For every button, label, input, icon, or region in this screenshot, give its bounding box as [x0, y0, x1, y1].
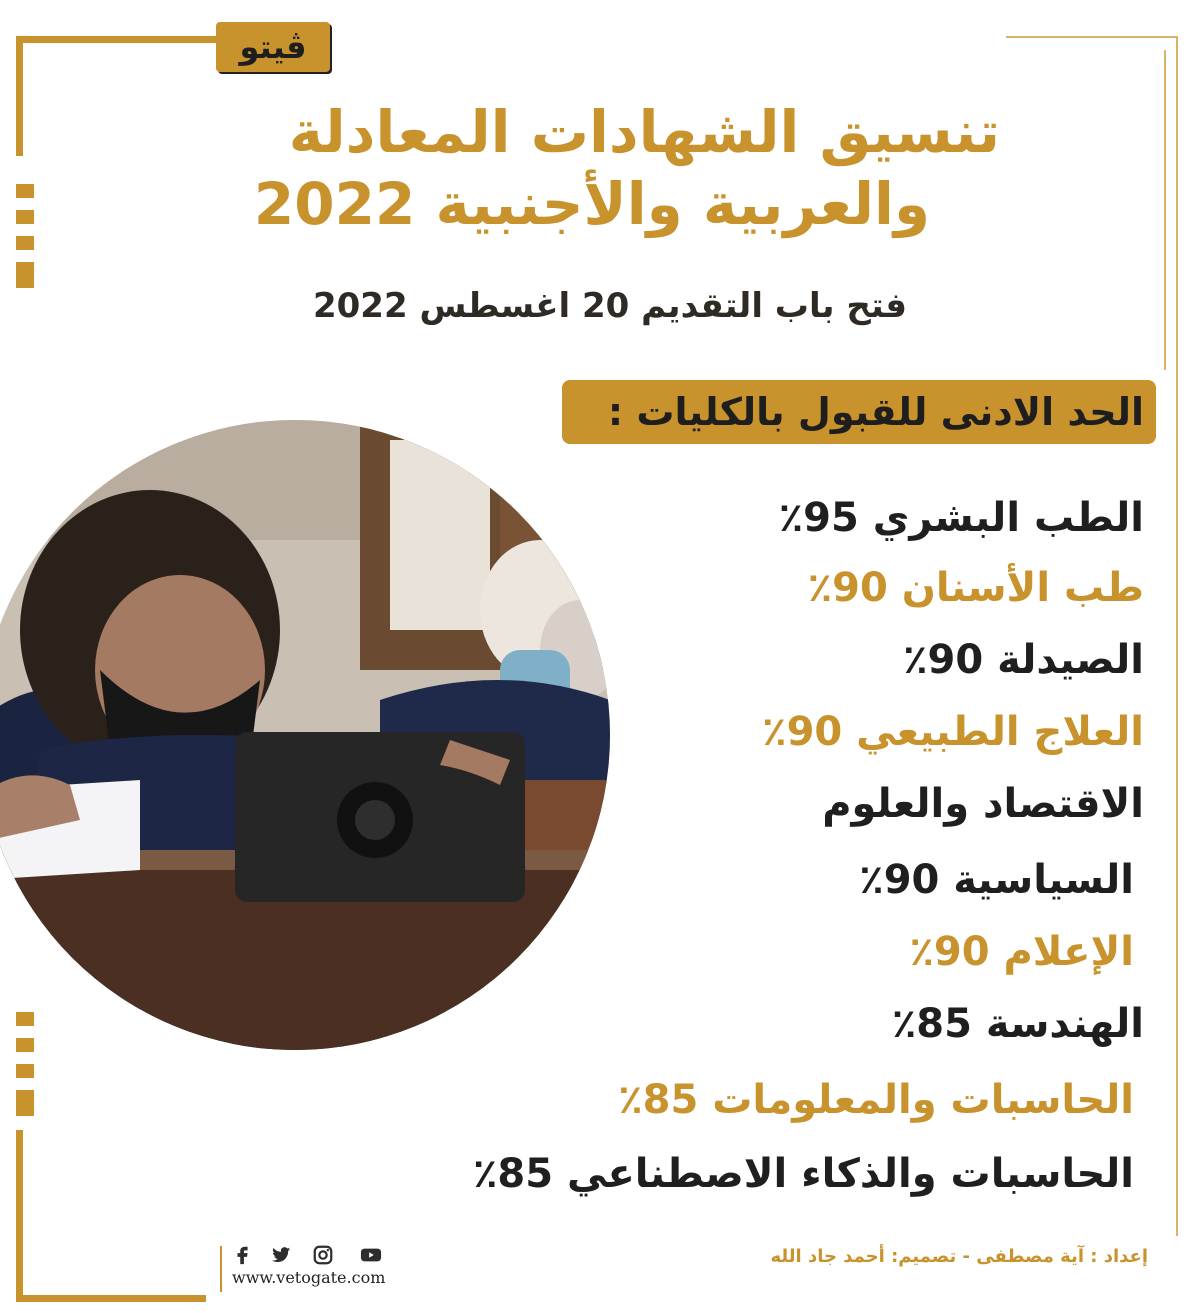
frame-right: [1176, 36, 1178, 1236]
faculty-entry: الحاسبات والمعلومات 85٪: [618, 1077, 1134, 1123]
frame-left-top: [16, 36, 23, 156]
faculty-entry: الطب البشري 95٪: [778, 495, 1144, 541]
frame-top-right: [1006, 36, 1178, 38]
title-line-1: تنسيق الشهادات المعادلة: [288, 98, 1000, 166]
frame-dash: [16, 1038, 34, 1052]
frame-left-bottom: [16, 1130, 23, 1302]
facebook-icon[interactable]: [230, 1242, 256, 1268]
section-heading-badge: [562, 380, 1156, 444]
faculty-entry: العلاج الطبيعي 90٪: [762, 709, 1144, 755]
footer-credit: إعداد : آية مصطفى - تصميم: أحمد جاد الله: [770, 1246, 1148, 1267]
faculty-entry: الاقتصاد والعلوم: [822, 781, 1144, 827]
instagram-icon[interactable]: [310, 1242, 336, 1268]
frame-dash: [16, 1090, 34, 1116]
frame-dash: [16, 1012, 34, 1026]
frame-right-inner: [1164, 50, 1166, 370]
footer-divider: [220, 1246, 222, 1292]
brand-logo: [216, 22, 330, 72]
frame-dash: [16, 262, 34, 288]
frame-dash: [16, 210, 34, 224]
frame-bottom-left: [16, 1295, 206, 1302]
faculty-entry: الهندسة 85٪: [891, 1001, 1144, 1047]
frame-dash: [16, 184, 34, 198]
youtube-icon[interactable]: [358, 1242, 384, 1268]
subtitle: فتح باب التقديم 20 اغسطس 2022: [312, 286, 907, 326]
faculty-entry: الصيدلة 90٪: [903, 637, 1144, 683]
students-exam-photo: [0, 420, 610, 1050]
frame-dash: [16, 1064, 34, 1078]
website-url[interactable]: www.vetogate.com: [232, 1268, 386, 1287]
faculty-entry: طب الأسنان 90٪: [807, 565, 1144, 611]
faculty-entry: الإعلام 90٪: [909, 929, 1134, 975]
section-heading: الحد الادنى للقبول بالكليات :: [607, 390, 1144, 434]
frame-dash: [16, 236, 34, 250]
faculty-entry: الحاسبات والذكاء الاصطناعي 85٪: [472, 1151, 1134, 1197]
twitter-icon[interactable]: [268, 1242, 294, 1268]
logo-text: ڤيتو: [239, 28, 307, 66]
faculty-entry: السياسية 90٪: [859, 857, 1134, 903]
title-line-2: والعربية والأجنبية 2022: [253, 170, 930, 238]
